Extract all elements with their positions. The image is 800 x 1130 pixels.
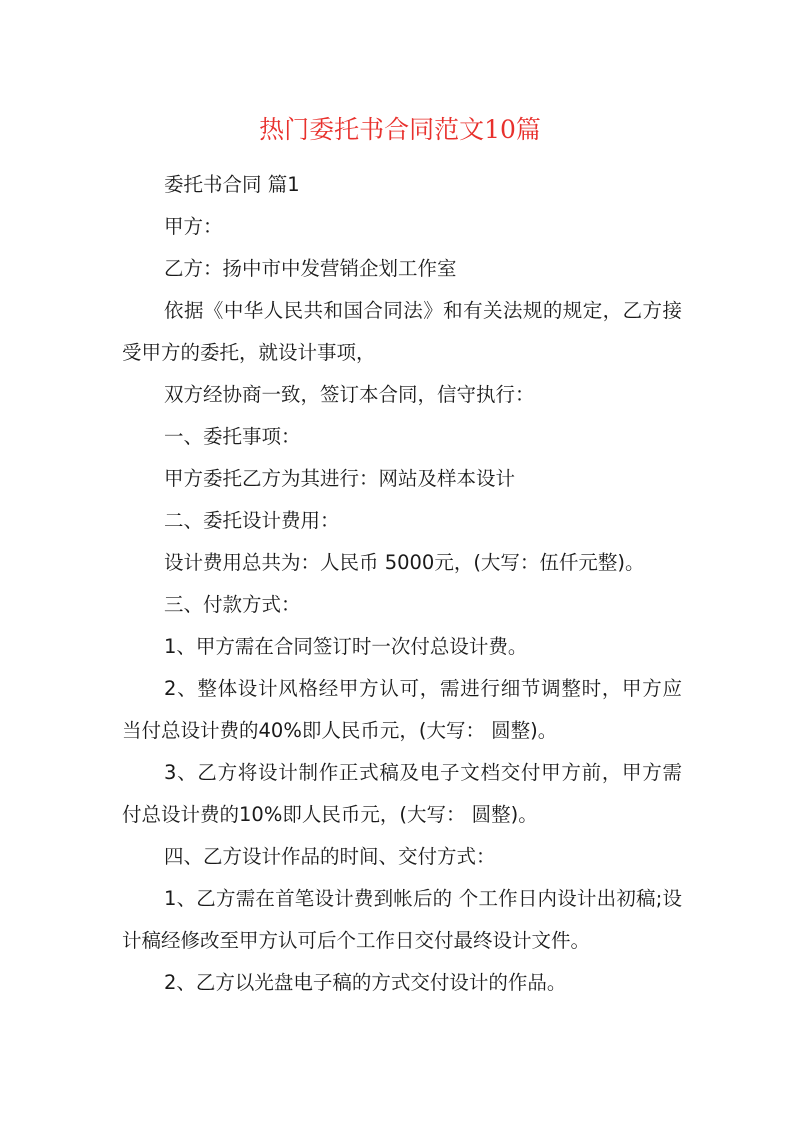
paragraph-clause-2-body: 设计费用总共为：人民币 5000元，(大写：伍仟元整)。: [164, 551, 645, 574]
paragraph-clause-1-body: 甲方委托乙方为其进行：网站及样本设计: [164, 467, 516, 490]
paragraph-clause-2-heading: 二、委托设计费用：: [164, 509, 340, 532]
paragraph-party-b: 乙方：扬中市中发营销企划工作室: [164, 257, 457, 280]
paragraph-party-a: 甲方：: [164, 215, 223, 238]
paragraph-clause-3-heading: 三、付款方式：: [164, 593, 301, 616]
paragraph-payment-1: 1、甲方需在合同签订时一次付总设计费。: [164, 635, 528, 658]
paragraph-basis: 依据《中华人民共和国合同法》和有关法规的规定，乙方接受甲方的委托，就设计事项，: [122, 299, 682, 364]
document-body: [122, 164, 682, 1004]
paragraph-delivery-1: 1、乙方需在首笔设计费到帐后的 个工作日内设计出初稿;设计稿经修改至甲方认可后个工作日交付最终设计文件。: [122, 887, 682, 952]
paragraph-section-heading: 委托书合同 篇1: [164, 173, 300, 196]
paragraph-payment-2: 2、整体设计风格经甲方认可，需进行细节调整时，甲方应当付总设计费的40%即人民币元，(大写： 圆整)。: [122, 677, 682, 742]
paragraph-payment-3: 3、乙方将设计制作正式稿及电子文档交付甲方前，甲方需付总设计费的10%即人民币元，(大写： 圆整)。: [122, 761, 682, 826]
paragraph-clause-1-heading: 一、委托事项：: [164, 425, 301, 448]
paragraph-agreement: 双方经协商一致，签订本合同，信守执行：: [164, 383, 535, 406]
paragraph-delivery-2: 2、乙方以光盘电子稿的方式交付设计的作品。: [164, 971, 567, 994]
paragraph-clause-4-heading: 四、乙方设计作品的时间、交付方式：: [164, 845, 496, 868]
document-title: 热门委托书合同范文10篇: [259, 115, 541, 144]
